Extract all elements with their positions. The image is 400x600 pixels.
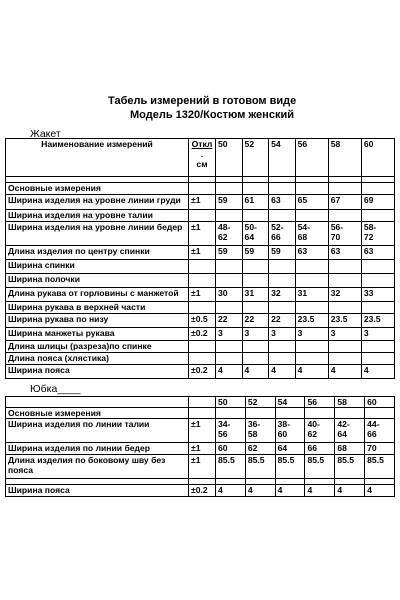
size-value-cell [216, 210, 243, 222]
size-value-cell: 50- 64 [242, 222, 269, 246]
tolerance-cell [189, 302, 216, 314]
size-value-cell: 4 [328, 365, 361, 379]
size-value-cell: 3 [328, 328, 361, 341]
size-value-cell [328, 274, 361, 288]
size-value-cell [216, 274, 243, 288]
jacket-row [6, 260, 395, 274]
jacket-row [6, 274, 395, 288]
tolerance-cell: ±1 [189, 222, 216, 246]
tolerance-cell: ±1 [189, 419, 216, 443]
header-tolerance-cell [189, 139, 216, 177]
size-value-cell [365, 408, 395, 419]
size-value-cell: 40- 62 [305, 419, 335, 443]
size-value-cell: 59 [216, 246, 243, 260]
size-value-cell [295, 341, 328, 353]
size-value-cell: 59 [269, 246, 296, 260]
size-value-cell [242, 183, 269, 195]
size-value-cell [269, 183, 296, 195]
measurement-name: Ширина манжеты рукава [6, 328, 189, 341]
measurement-name: Длина рукава от горловины с манжетой [6, 288, 189, 302]
size-value-cell [361, 341, 394, 353]
size-value-cell: 52- 66 [269, 222, 296, 246]
size-value-cell: 54 [275, 397, 305, 408]
jacket-row [6, 341, 395, 353]
size-value-cell: 22 [269, 314, 296, 328]
size-value-cell: 68 [335, 443, 365, 455]
size-value-cell: 63 [328, 246, 361, 260]
tolerance-cell [189, 274, 216, 288]
tolerance-cell: ±1 [189, 443, 216, 455]
size-value-cell: 3 [216, 328, 243, 341]
size-value-cell [242, 341, 269, 353]
size-value-cell: 63 [361, 246, 394, 260]
measurement-name: Ширина изделия на уровне линии груди [6, 195, 189, 210]
measurement-name: Ширина изделия по линии бедер [6, 443, 189, 455]
size-value-cell: 65 [295, 195, 328, 210]
size-value-cell [361, 210, 394, 222]
header-size-cell: 60 [361, 139, 394, 177]
size-value-cell: 4 [245, 485, 275, 497]
size-value-cell: 70 [365, 443, 395, 455]
size-value-cell [242, 274, 269, 288]
size-value-cell [269, 302, 296, 314]
size-value-cell: 85.5 [335, 455, 365, 479]
skirt-measurements-table [5, 396, 395, 497]
size-value-cell: 60 [365, 397, 395, 408]
size-value-cell: 42- 64 [335, 419, 365, 443]
size-value-cell: 3 [295, 328, 328, 341]
size-value-cell: 23.5 [361, 314, 394, 328]
jacket-row [6, 222, 395, 246]
size-value-cell [328, 210, 361, 222]
size-value-cell: 64 [275, 443, 305, 455]
size-value-cell [245, 408, 275, 419]
jacket-row [6, 183, 395, 195]
size-value-cell: 4 [269, 365, 296, 379]
size-value-cell [242, 260, 269, 274]
size-value-cell: 4 [216, 365, 243, 379]
size-value-cell [328, 183, 361, 195]
size-value-cell: 63 [295, 246, 328, 260]
measurement-name: Длина изделия по центру спинки [6, 246, 189, 260]
size-value-cell [328, 353, 361, 365]
measurement-name: Ширина рукава по низу [6, 314, 189, 328]
size-value-cell: 59 [242, 246, 269, 260]
tolerance-cell: ±1 [189, 288, 216, 302]
measurement-name: Ширина полочки [6, 274, 189, 288]
measurement-name: Основные измерения [6, 183, 189, 195]
size-value-cell: 58- 72 [361, 222, 394, 246]
size-value-cell [216, 353, 243, 365]
size-value-cell [361, 260, 394, 274]
measurement-name: Ширина пояса [6, 365, 189, 379]
jacket-row [6, 195, 395, 210]
size-value-cell [242, 353, 269, 365]
jacket-row [6, 365, 395, 379]
jacket-row [6, 353, 395, 365]
size-value-cell [269, 260, 296, 274]
measurement-name: Ширина пояса [6, 485, 189, 497]
size-value-cell: 33 [361, 288, 394, 302]
size-value-cell: 4 [335, 485, 365, 497]
size-value-cell: 52 [245, 397, 275, 408]
tolerance-cell [189, 397, 216, 408]
size-value-cell [328, 302, 361, 314]
skirt-section-label: Юбка____ [30, 383, 81, 395]
measurement-name: Основные измерения [6, 408, 189, 419]
size-value-cell [328, 260, 361, 274]
size-value-cell: 44- 66 [365, 419, 395, 443]
size-value-cell: 58 [335, 397, 365, 408]
size-value-cell [275, 408, 305, 419]
size-value-cell [361, 353, 394, 365]
size-value-cell [361, 274, 394, 288]
size-value-cell: 85.5 [365, 455, 395, 479]
size-value-cell: 54- 68 [295, 222, 328, 246]
measurement-name: Длина шлицы (разреза)по спинке [6, 341, 189, 353]
size-value-cell [216, 341, 243, 353]
tolerance-cell [189, 353, 216, 365]
skirt-row [6, 408, 395, 419]
size-value-cell: 85.5 [216, 455, 246, 479]
size-value-cell: 3 [361, 328, 394, 341]
jacket-measurements-table [5, 138, 395, 379]
size-value-cell: 32 [328, 288, 361, 302]
size-value-cell: 4 [361, 365, 394, 379]
size-value-cell: 3 [242, 328, 269, 341]
tolerance-cell: ±1 [189, 455, 216, 479]
size-value-cell [361, 302, 394, 314]
size-value-cell: 63 [269, 195, 296, 210]
skirt-row [6, 419, 395, 443]
jacket-row [6, 302, 395, 314]
size-value-cell: 69 [361, 195, 394, 210]
header-tolerance-word: . [200, 149, 204, 159]
header-size-cell: 50 [216, 139, 243, 177]
size-value-cell: 50 [216, 397, 246, 408]
size-value-cell [295, 260, 328, 274]
size-value-cell: 32 [269, 288, 296, 302]
tolerance-cell [189, 408, 216, 419]
size-value-cell [269, 353, 296, 365]
tolerance-cell: ±1 [189, 195, 216, 210]
tolerance-cell: ±1 [189, 246, 216, 260]
size-value-cell [305, 408, 335, 419]
size-value-cell: 85.5 [305, 455, 335, 479]
size-value-cell: 36- 58 [245, 419, 275, 443]
header-tolerance-word: см [196, 159, 208, 169]
header-size-cell: 52 [242, 139, 269, 177]
size-value-cell: 34- 56 [216, 419, 246, 443]
tolerance-cell: ±0.2 [189, 365, 216, 379]
size-value-cell [216, 260, 243, 274]
size-value-cell: 4 [295, 365, 328, 379]
size-value-cell [242, 210, 269, 222]
size-value-cell [361, 183, 394, 195]
size-value-cell: 22 [242, 314, 269, 328]
size-value-cell: 38- 60 [275, 419, 305, 443]
jacket-section-label: Жакет [30, 128, 61, 140]
size-value-cell [295, 210, 328, 222]
measurement-name: Ширина спинки [6, 260, 189, 274]
size-value-cell: 61 [242, 195, 269, 210]
size-value-cell: 56 [305, 397, 335, 408]
measurement-name: Длина пояса (хлястика) [6, 353, 189, 365]
size-value-cell: 23.5 [328, 314, 361, 328]
jacket-row [6, 210, 395, 222]
tolerance-cell: ±0.2 [189, 328, 216, 341]
size-value-cell [295, 302, 328, 314]
size-value-cell [216, 408, 246, 419]
size-value-cell [295, 353, 328, 365]
jacket-row [6, 288, 395, 302]
measurement-name [6, 397, 189, 408]
size-value-cell: 4 [365, 485, 395, 497]
size-value-cell: 66 [305, 443, 335, 455]
size-value-cell [216, 302, 243, 314]
header-tolerance-word: Откл [191, 139, 213, 149]
size-value-cell: 4 [275, 485, 305, 497]
size-value-cell: 59 [216, 195, 243, 210]
skirt-row [6, 397, 395, 408]
size-value-cell: 4 [242, 365, 269, 379]
measurement-name: Ширина рукава в верхней части [6, 302, 189, 314]
size-value-cell: 4 [216, 485, 246, 497]
measurement-name: Ширина изделия по линии талии [6, 419, 189, 443]
tolerance-cell [189, 341, 216, 353]
size-value-cell [269, 274, 296, 288]
tolerance-cell [189, 210, 216, 222]
size-value-cell: 4 [305, 485, 335, 497]
size-value-cell: 48- 62 [216, 222, 243, 246]
size-value-cell: 3 [269, 328, 296, 341]
tolerance-cell: ±0.5 [189, 314, 216, 328]
header-size-cell: 58 [328, 139, 361, 177]
skirt-row [6, 455, 395, 479]
skirt-row [6, 485, 395, 497]
measurement-name: Длина изделия по боковому шву без пояса [6, 455, 189, 479]
jacket-row [6, 328, 395, 341]
size-value-cell [269, 210, 296, 222]
skirt-row [6, 443, 395, 455]
header-size-cell: 56 [295, 139, 328, 177]
measurement-name: Ширина изделия на уровне линии бедер [6, 222, 189, 246]
size-value-cell: 85.5 [245, 455, 275, 479]
size-value-cell: 56- 70 [328, 222, 361, 246]
title-line-1: Табель измерений в готовом виде [108, 95, 297, 107]
size-value-cell [216, 183, 243, 195]
size-value-cell: 31 [242, 288, 269, 302]
tolerance-cell [189, 183, 216, 195]
size-value-cell: 62 [245, 443, 275, 455]
size-value-cell: 60 [216, 443, 246, 455]
size-value-cell: 67 [328, 195, 361, 210]
jacket-row [6, 314, 395, 328]
jacket-header-row [6, 139, 395, 177]
size-value-cell: 23.5 [295, 314, 328, 328]
title-line-2: Модель 1320/Костюм женский [130, 109, 294, 121]
header-name-cell: Наименование измерений [6, 139, 189, 177]
size-value-cell [328, 341, 361, 353]
size-value-cell [242, 302, 269, 314]
tolerance-cell: ±0.2 [189, 485, 216, 497]
jacket-row [6, 246, 395, 260]
header-size-cell: 54 [269, 139, 296, 177]
size-value-cell [295, 274, 328, 288]
size-value-cell [295, 183, 328, 195]
size-value-cell [335, 408, 365, 419]
tolerance-cell [189, 260, 216, 274]
size-value-cell: 31 [295, 288, 328, 302]
size-value-cell: 22 [216, 314, 243, 328]
measurement-name: Ширина изделия на уровне талии [6, 210, 189, 222]
size-value-cell [269, 341, 296, 353]
size-value-cell: 85.5 [275, 455, 305, 479]
size-value-cell: 30 [216, 288, 243, 302]
